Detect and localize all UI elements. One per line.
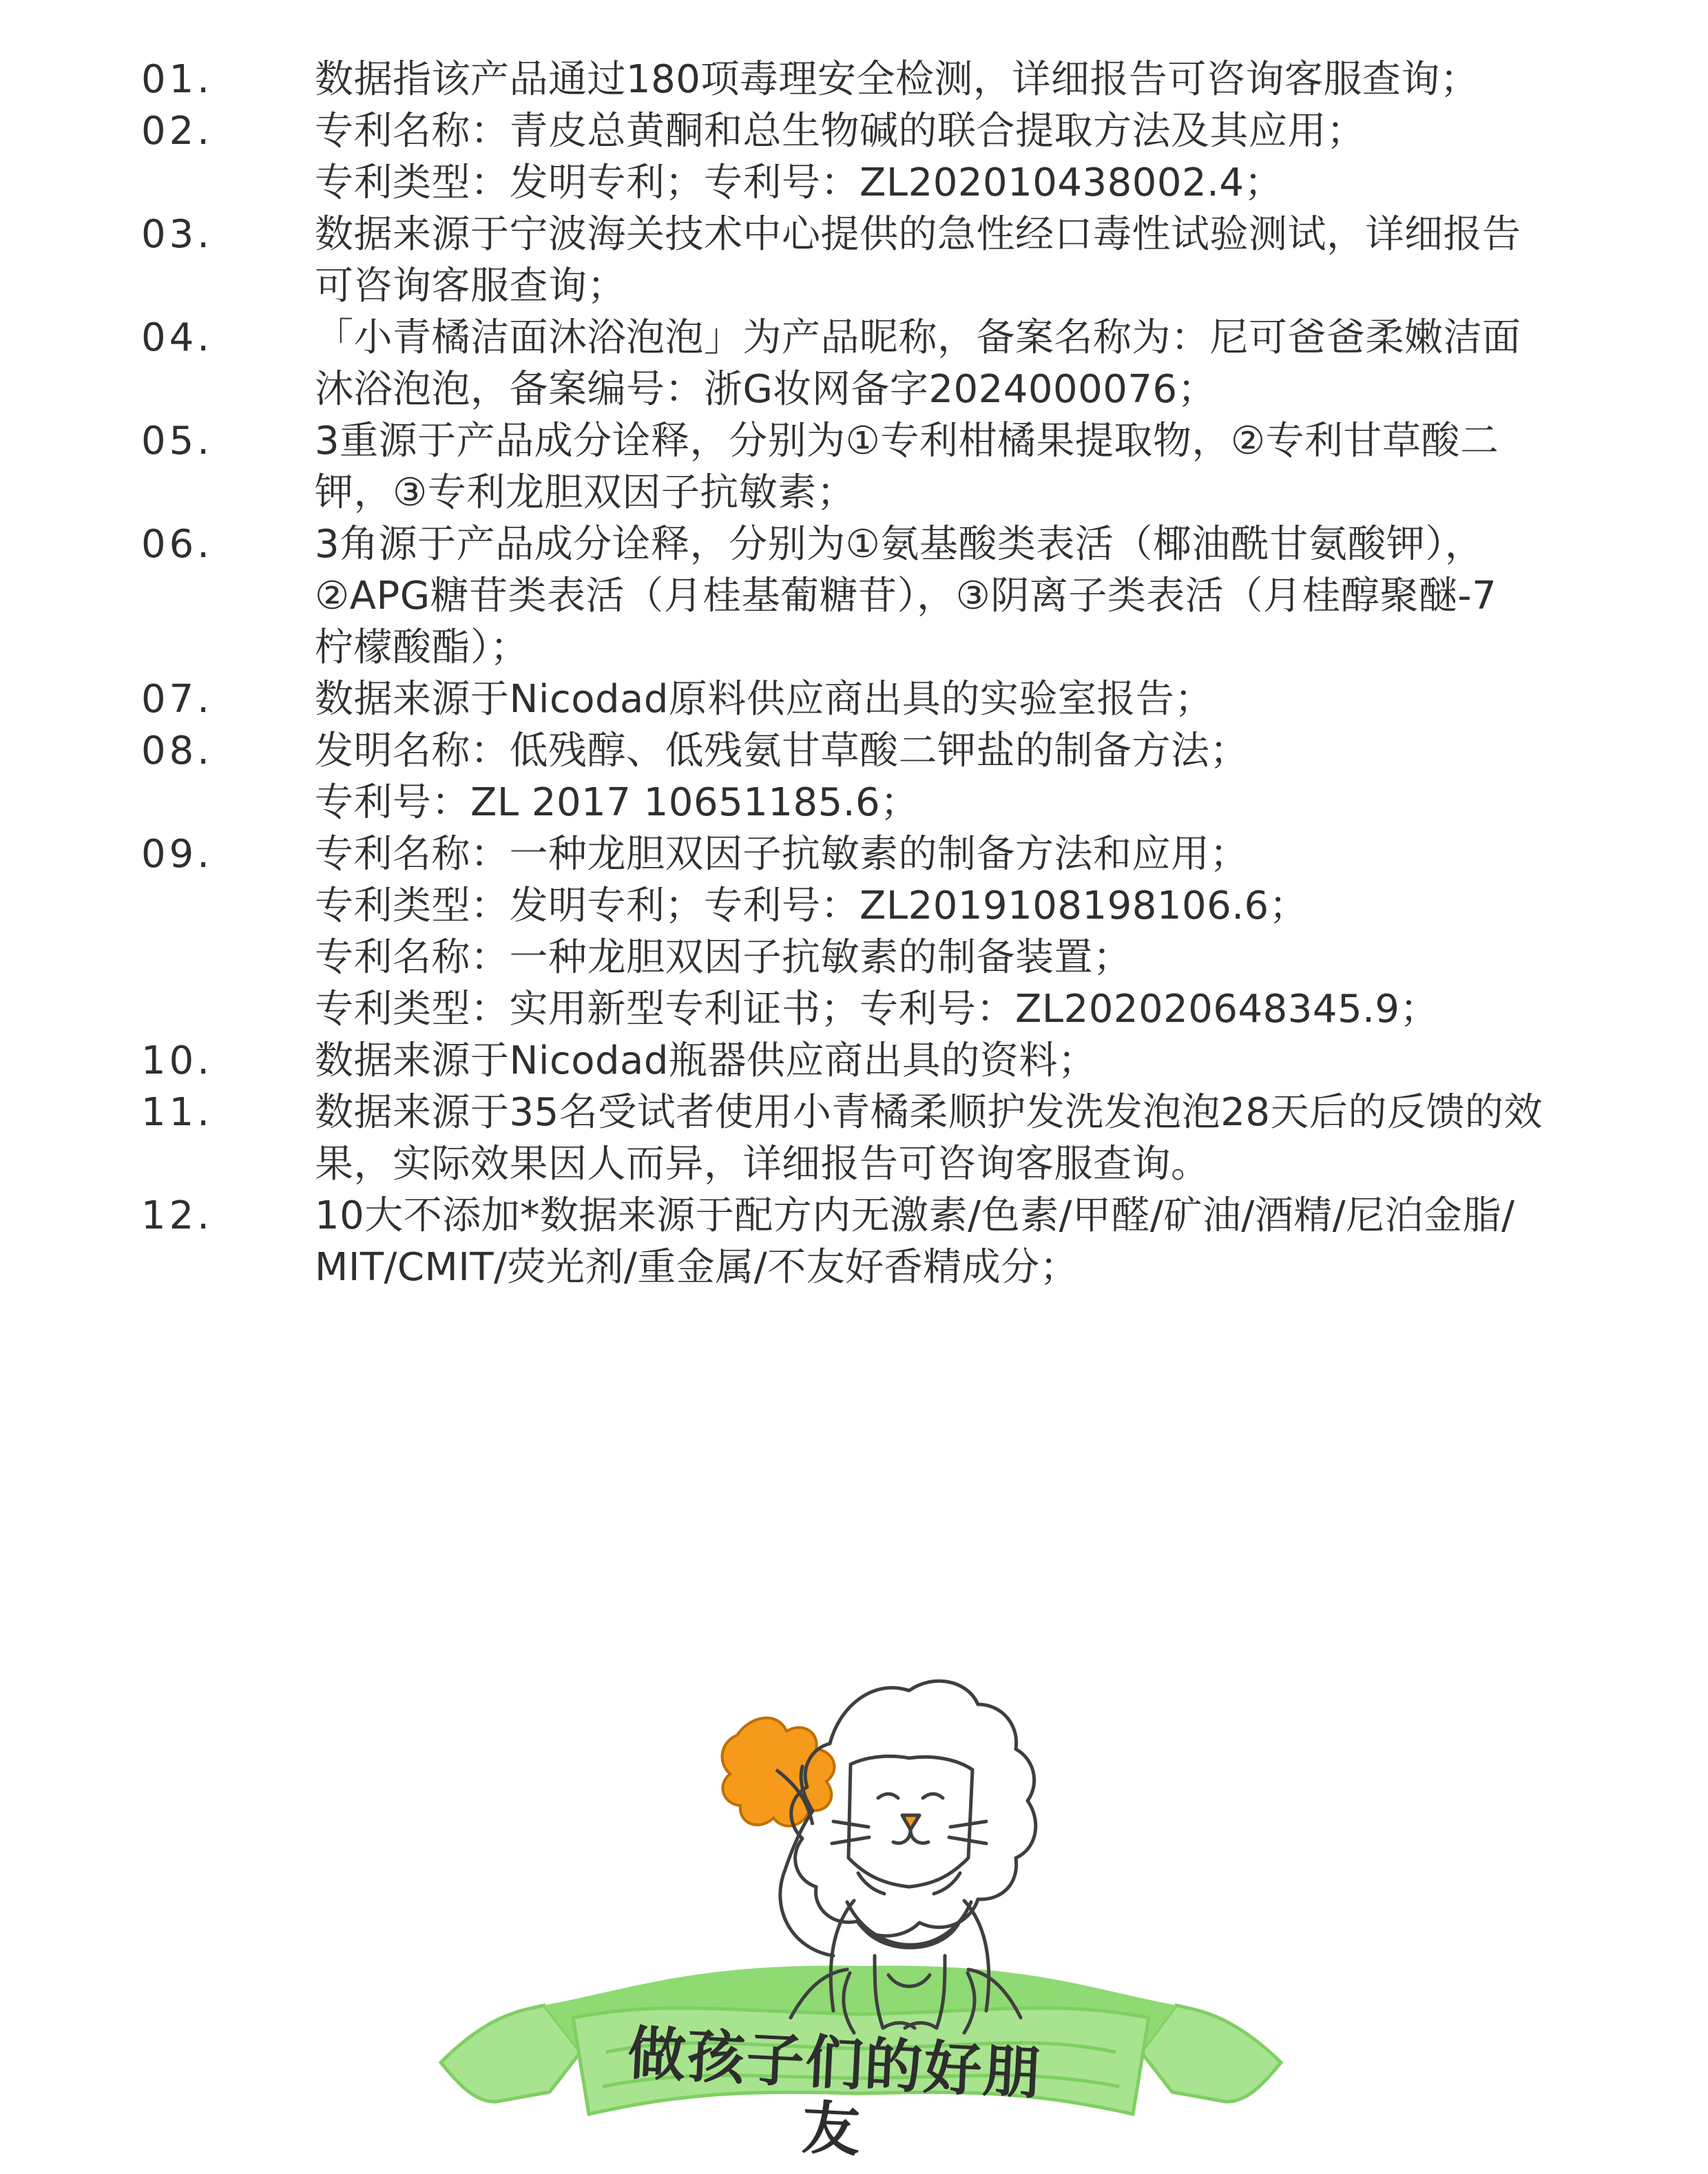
footnote-line: 专利名称：青皮总黄酮和总生物碱的联合提取方法及其应用；	[315, 109, 1366, 154]
footnote-text	[315, 519, 1615, 673]
footnote-line: 专利类型：实用新型专利证书；专利号：ZL202020648345.9；	[315, 987, 1439, 1032]
footnote-line: 10大不添加*数据来源于配方内无激素/色素/甲醛/矿油/酒精/尼泊金脂/	[315, 1193, 1515, 1238]
footnote-text	[315, 1087, 1615, 1190]
footnote-text	[315, 105, 1615, 209]
footnote-text	[315, 673, 1615, 725]
footnote-number: 08.	[141, 729, 214, 773]
footnote-number: 11.	[141, 1090, 214, 1135]
footnote-line: MIT/CMIT/荧光剂/重金属/不友好香精成分；	[315, 1245, 1079, 1290]
footnote-item	[141, 725, 1615, 828]
footnote-line: 柠檬酸酯）；	[315, 625, 529, 670]
footnote-item	[141, 312, 1615, 415]
footnote-item	[141, 54, 1615, 105]
footnote-line: 专利类型：发明专利；专利号：ZL2019108198106.6；	[315, 884, 1309, 928]
footnote-item	[141, 1035, 1615, 1087]
footnote-item	[141, 519, 1615, 673]
footnote-line: 专利号：ZL 2017 10651185.6；	[315, 780, 919, 825]
footnote-number: 01.	[141, 57, 214, 102]
footnote-number: 07.	[141, 677, 214, 722]
footnote-item	[141, 105, 1615, 209]
footnote-line: 钾，③专利龙胆双因子抗敏素；	[315, 470, 856, 515]
footnote-line: 专利名称：一种龙胆双因子抗敏素的制备方法和应用；	[315, 832, 1249, 877]
footnote-line: 专利名称：一种龙胆双因子抗敏素的制备装置；	[315, 935, 1132, 980]
footnote-item	[141, 209, 1615, 312]
footnote-text	[315, 828, 1615, 1035]
footnote-line: 沐浴泡泡，备案编号：浙G妆网备字2024000076；	[315, 367, 1217, 412]
footnote-text	[315, 312, 1615, 415]
footnote-line: 专利类型：发明专利；专利号：ZL202010438002.4；	[315, 160, 1284, 205]
footnote-line: 3角源于产品成分诠释，分别为①氨基酸类表活（椰油酰甘氨酸钾），	[315, 522, 1484, 567]
orange-flower-icon	[722, 1718, 835, 1826]
footnote-line: 发明名称：低残醇、低残氨甘草酸二钾盐的制备方法；	[315, 729, 1249, 773]
footnote-text	[315, 1190, 1615, 1293]
footnote-text	[315, 209, 1615, 312]
footnote-item	[141, 828, 1615, 1035]
footnote-text	[315, 725, 1615, 828]
footnote-line: 数据来源于宁波海关技术中心提供的急性经口毒性试验测试，详细报告	[315, 212, 1521, 257]
footnote-number: 09.	[141, 832, 214, 877]
footnote-text	[315, 415, 1615, 519]
footnote-line: ②APG糖苷类表活（月桂基葡糖苷），③阴离子类表活（月桂醇聚醚-7	[315, 574, 1497, 618]
footnote-item	[141, 415, 1615, 519]
footnote-number: 05.	[141, 419, 214, 463]
footnote-number: 12.	[141, 1193, 214, 1238]
footnote-line: 可咨询客服查询；	[315, 264, 626, 309]
footnote-number: 03.	[141, 212, 214, 257]
footnote-item	[141, 1190, 1615, 1293]
footnote-line: 数据指该产品通过180项毒理安全检测，详细报告可咨询客服查询；	[315, 57, 1479, 102]
footnotes-list	[141, 54, 1615, 1293]
footnote-line: 3重源于产品成分诠释，分别为①专利柑橘果提取物，②专利甘草酸二	[315, 419, 1499, 463]
footnote-line: 数据来源于35名受试者使用小青橘柔顺护发洗发泡泡28天后的反馈的效	[315, 1090, 1543, 1135]
footnote-text	[315, 54, 1615, 105]
footnote-number: 06.	[141, 522, 214, 567]
footnote-line: 数据来源于Nicodad瓶器供应商出具的资料；	[315, 1038, 1097, 1083]
footnote-line: 数据来源于Nicodad原料供应商出具的实验室报告；	[315, 677, 1214, 722]
slogan-text: 做孩子们的好朋友	[626, 2019, 1044, 2164]
footnote-line: 果，实际效果因人而异，详细报告可咨询客服查询。	[315, 1142, 1210, 1187]
footnote-number: 10.	[141, 1038, 214, 1083]
footnote-line: 「小青橘洁面沐浴泡泡」为产品昵称，备案名称为：尼可爸爸柔嫩洁面	[315, 315, 1521, 360]
footnote-item	[141, 673, 1615, 725]
mascot-banner	[427, 1666, 1295, 2164]
footnote-text	[315, 1035, 1615, 1087]
footnote-item	[141, 1087, 1615, 1190]
footnote-number: 04.	[141, 315, 214, 360]
footnote-number: 02.	[141, 109, 214, 154]
